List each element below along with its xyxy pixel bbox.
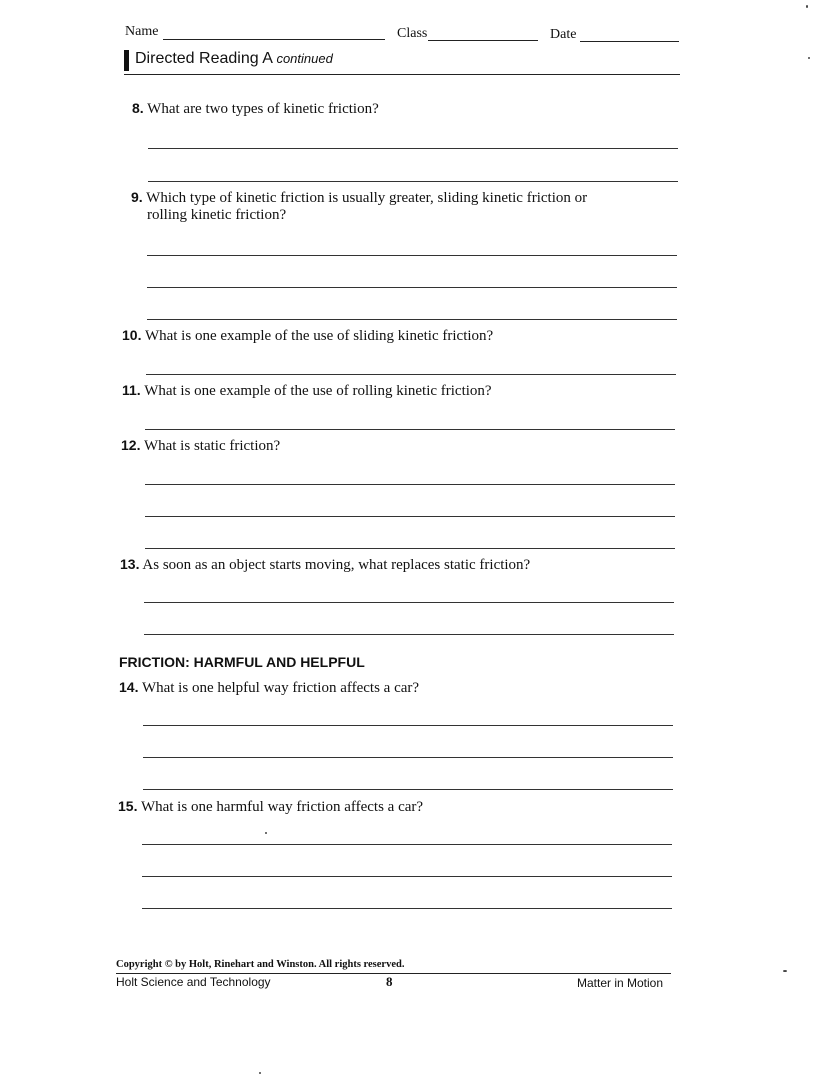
- copyright-notice: Copyright © by Holt, Rinehart and Winston. All rights reserved.: [116, 959, 405, 970]
- name-label: Name: [125, 24, 159, 39]
- question-number: 14.: [119, 679, 139, 695]
- question-9: [131, 188, 587, 208]
- question-number: 12.: [121, 437, 141, 453]
- scan-speck: [783, 970, 787, 972]
- class-label: Class: [397, 26, 428, 41]
- scan-speck: [806, 5, 808, 8]
- question-number: 10.: [122, 327, 142, 343]
- date-label: Date: [550, 27, 577, 42]
- answer-line[interactable]: [145, 429, 675, 430]
- section-title-text: Directed Reading A: [135, 50, 272, 67]
- question-10: [122, 326, 493, 346]
- answer-line[interactable]: [148, 148, 678, 149]
- question-8: [132, 99, 379, 119]
- class-field-line[interactable]: [428, 40, 538, 41]
- question-15: [118, 797, 423, 817]
- answer-line[interactable]: [147, 255, 677, 256]
- answer-line[interactable]: [147, 319, 677, 320]
- answer-line[interactable]: [145, 516, 675, 517]
- question-text: What is one helpful way friction affects a car?: [141, 680, 420, 696]
- question-14: [119, 678, 419, 698]
- answer-line[interactable]: [145, 548, 675, 549]
- answer-line[interactable]: [148, 181, 678, 182]
- answer-line[interactable]: [142, 844, 672, 845]
- section-heading: FRICTION: HARMFUL AND HELPFUL: [119, 654, 365, 670]
- question-number: 9.: [131, 189, 143, 205]
- question-number: 13.: [120, 556, 140, 572]
- answer-line[interactable]: [143, 757, 673, 758]
- question-text: What are two types of kinetic friction?: [147, 101, 379, 117]
- question-13: [120, 555, 530, 575]
- question-text: What is one harmful way friction affects a car?: [140, 799, 424, 815]
- answer-line[interactable]: [145, 484, 675, 485]
- scan-speck: [808, 57, 810, 59]
- answer-line[interactable]: [142, 876, 672, 877]
- section-title-suffix: continued: [276, 51, 333, 66]
- answer-line[interactable]: [143, 789, 673, 790]
- book-title: Matter in Motion: [577, 976, 664, 990]
- publisher-name: Holt Science and Technology: [116, 975, 271, 989]
- answer-line[interactable]: [142, 908, 672, 909]
- date-field-line[interactable]: [580, 41, 679, 42]
- scan-speck: [259, 1072, 261, 1074]
- scan-speck: [265, 832, 267, 834]
- section-marker-bar: [124, 50, 129, 71]
- answer-line[interactable]: [144, 634, 674, 635]
- question-text: What is one example of the use of sliding kinetic friction?: [144, 328, 494, 344]
- question-12: [121, 436, 280, 456]
- question-text: What is static friction?: [143, 438, 281, 454]
- name-field-line[interactable]: [163, 39, 385, 40]
- question-9-continuation: [147, 206, 286, 225]
- answer-line[interactable]: [144, 602, 674, 603]
- question-text: What is one example of the use of rolling kinetic friction?: [144, 383, 492, 399]
- answer-line[interactable]: [147, 287, 677, 288]
- page-number: 8: [386, 974, 393, 989]
- answer-line[interactable]: [146, 374, 676, 375]
- footer-rule: [116, 973, 671, 974]
- question-text: As soon as an object starts moving, what replaces static friction?: [142, 557, 531, 573]
- question-text-line-1: Which type of kinetic friction is usually greater, sliding kinetic friction or: [146, 190, 588, 206]
- question-number: 11.: [122, 382, 141, 398]
- question-number: 15.: [118, 798, 138, 814]
- section-title: [135, 50, 333, 68]
- question-text-line-2: rolling kinetic friction?: [147, 207, 287, 223]
- question-number: 8.: [132, 100, 144, 116]
- answer-line[interactable]: [143, 725, 673, 726]
- question-11: [122, 381, 492, 401]
- header-rule: [124, 74, 680, 75]
